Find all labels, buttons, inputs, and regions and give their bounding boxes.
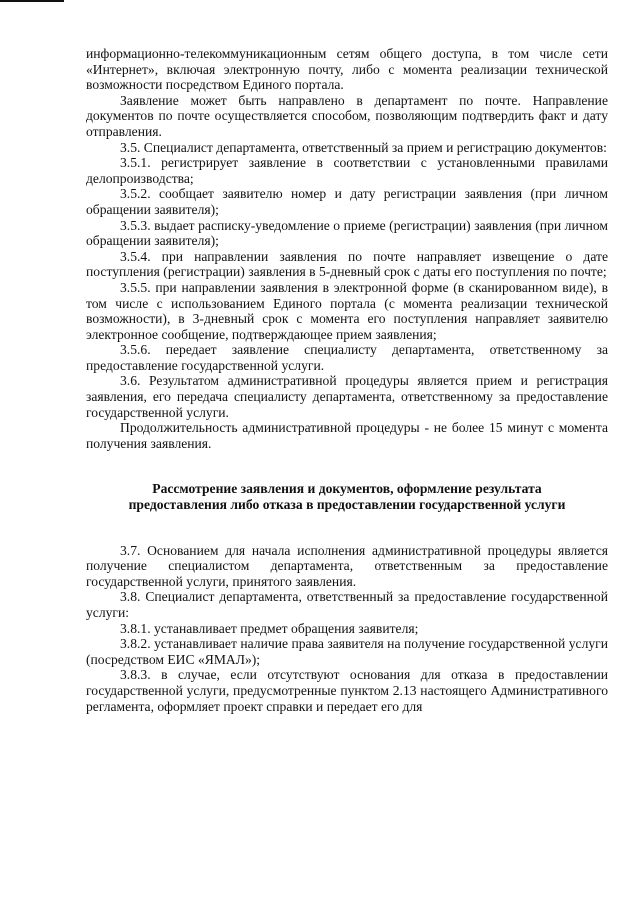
paragraph-duration: Продолжительность административной процедуры - не более 15 минут с момента получения заявления. [86,420,608,451]
paragraph-3-8-1: 3.8.1. устанавливает предмет обращения заявителя; [120,620,419,636]
paragraph-3-8: 3.8. Специалист департамента, ответственный за предоставление государственной услуги: [86,589,608,620]
paragraph-continuation: информационно-телекоммуникационным сетям общего доступа, в том числе сети «Интернет», включая электронную почту, либо с момента реализации технической возможности посредством Единого портала. [86,46,608,93]
paragraph-3-5-5: 3.5.5. при направлении заявления в электронной форме (в сканированном виде), в том числе с использованием Единого портала (с момента реализации технической возможности), в 3-дневный срок с момента его поступления направляет заявителю электронное сообщение, подтверждающее прием заявления; [86,279,608,342]
paragraph-postal-submission: Заявление может быть направлено в департамент по почте. Направление документов по почте осуществляется способом, позволяющим подтвердить факт и дату отправления. [86,92,608,139]
top-edge-rule [0,0,64,2]
paragraph-3-7: 3.7. Основанием для начала исполнения административной процедуры является получение специалистом департамента, ответственным за предоставление государственной услуги, принятого заявления. [86,542,608,589]
paragraph-3-8-2: 3.8.2. устанавливает наличие права заявителя на получение государственной услуги (посредством ЕИС «ЯМАЛ»); [86,636,608,667]
paragraph-3-5-6: 3.5.6. передает заявление специалисту департамента, ответственному за предоставление государственной услуги. [86,342,608,373]
paragraph-3-5-1: 3.5.1. регистрирует заявление в соответствии с установленными правилами делопроизводства; [86,155,608,186]
paragraph-3-5-3: 3.5.3. выдает расписку-уведомление о приеме (регистрации) заявления (при личном обращении заявителя); [86,217,608,249]
paragraph-3-5: 3.5. Специалист департамента, ответственный за прием и регистрацию документов: [120,139,607,155]
paragraph-3-6: 3.6. Результатом административной процедуры является прием и регистрация заявления, его передача специалисту департамента, ответственному за предоставление государственной услуги. [86,373,608,420]
section-heading: Рассмотрение заявления и документов, оформление результата предоставления либо отказа в предоставлении государственной услуги [128,481,566,513]
paragraph-3-8-3: 3.8.3. в случае, если отсутствуют основания для отказа в предоставлении государственной услуги, предусмотренные пунктом 2.13 настоящего Административного регламента, оформляет проект справки и передает его для [86,667,608,714]
document-body [86,46,608,714]
paragraph-3-5-4: 3.5.4. при направлении заявления по почте направляет извещение о дате поступления (регистрации) заявления в 5-дневный срок с даты его поступления по почте; [86,248,608,280]
paragraph-3-5-2: 3.5.2. сообщает заявителю номер и дату регистрации заявления (при личном обращении заявителя); [86,186,608,217]
